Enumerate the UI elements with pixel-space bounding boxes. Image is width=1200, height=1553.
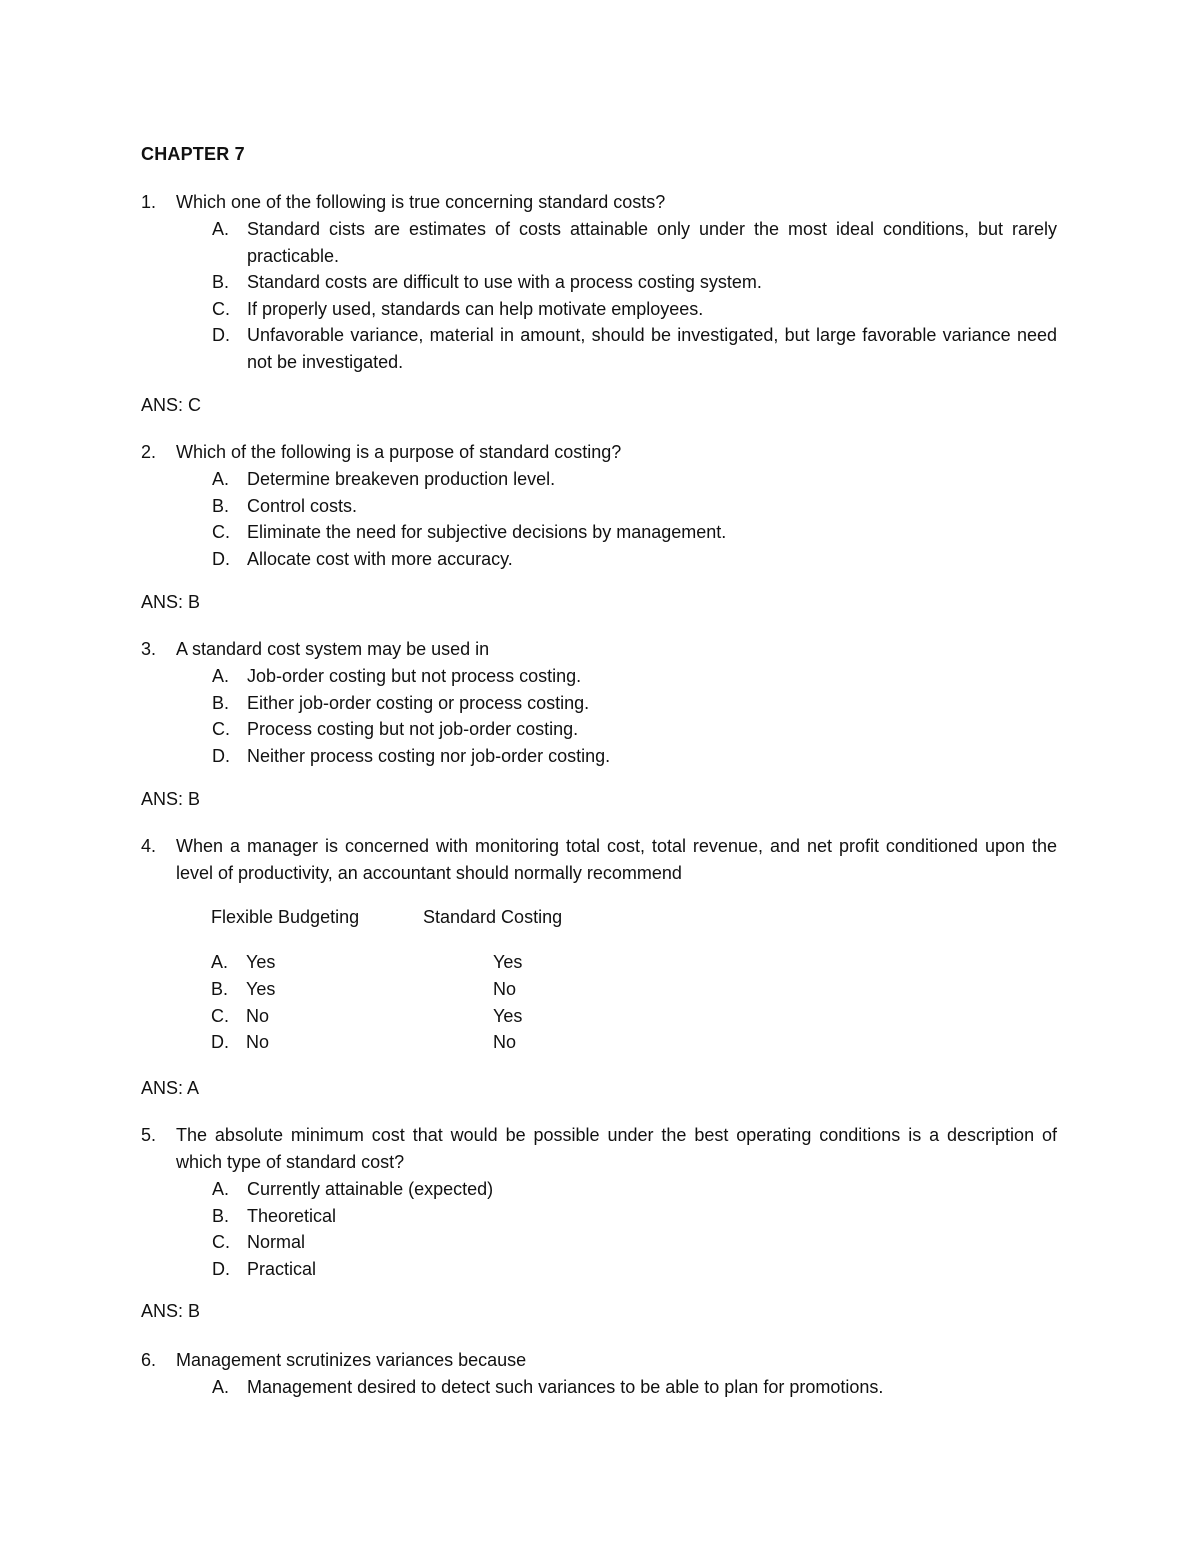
option-d bbox=[212, 322, 1057, 375]
option-a bbox=[212, 1176, 1057, 1203]
option-letter: A. bbox=[212, 1377, 230, 1397]
option-a bbox=[212, 466, 1057, 493]
option-letter: C. bbox=[212, 522, 230, 542]
option-list bbox=[212, 466, 1057, 572]
question-1 bbox=[141, 189, 1057, 375]
column-header-flexible-budgeting: Flexible Budgeting bbox=[211, 907, 360, 927]
option-d bbox=[212, 1256, 1057, 1283]
option-letter: C. bbox=[212, 719, 230, 739]
cell-flexible-budgeting: No bbox=[246, 1032, 270, 1052]
option-text: Management desired to detect such variances to be able to plan for promotions. bbox=[247, 1377, 884, 1397]
option-text: Process costing but not job-order costing. bbox=[247, 719, 579, 739]
option-letter: B. bbox=[212, 1205, 230, 1226]
option-c bbox=[212, 716, 1057, 743]
option-list bbox=[212, 1176, 1057, 1282]
answer-3: ANS: B bbox=[141, 789, 201, 809]
cell-standard-costing: No bbox=[493, 1032, 517, 1052]
option-text: Currently attainable (expected) bbox=[247, 1179, 494, 1199]
table-row bbox=[211, 1006, 811, 1033]
option-letter: A. bbox=[212, 1179, 230, 1199]
cell-standard-costing: Yes bbox=[493, 1006, 523, 1026]
option-b bbox=[212, 690, 1057, 717]
option-letter: C. bbox=[212, 298, 230, 319]
option-a bbox=[212, 663, 1057, 690]
question-5 bbox=[141, 1122, 1057, 1282]
answer-4: ANS: A bbox=[141, 1078, 200, 1098]
option-letter: B. bbox=[211, 979, 229, 999]
option-text: Practical bbox=[247, 1258, 317, 1279]
question-text: Which one of the following is true concerning standard costs? bbox=[176, 192, 666, 212]
question-number: 3. bbox=[141, 639, 157, 659]
option-text: Theoretical bbox=[247, 1205, 337, 1226]
option-letter: C. bbox=[212, 1232, 230, 1252]
option-b bbox=[212, 493, 1057, 520]
question-2 bbox=[141, 439, 1057, 572]
option-letter: B. bbox=[212, 692, 230, 713]
option-text: Neither process costing nor job-order costing. bbox=[247, 745, 611, 766]
option-text: Determine breakeven production level. bbox=[247, 469, 556, 489]
option-text: Control costs. bbox=[247, 495, 358, 516]
option-text: Unfavorable variance, material in amount, should be investigated, but large favorable variance need not be investigated. bbox=[247, 325, 1057, 372]
option-text: Standard cists are estimates of costs attainable only under the most ideal conditions, but rarely practicable. bbox=[247, 219, 1057, 266]
option-text: Either job-order costing or process costing. bbox=[247, 692, 590, 713]
question-text: When a manager is concerned with monitoring total cost, total revenue, and net profit conditioned upon the level of productivity, an accountant should normally recommend bbox=[176, 836, 1057, 883]
option-text: Allocate cost with more accuracy. bbox=[247, 548, 513, 569]
chapter-title: CHAPTER 7 bbox=[141, 144, 245, 164]
question-number: 5. bbox=[141, 1125, 157, 1145]
option-letter: A. bbox=[212, 219, 230, 239]
question-number: 2. bbox=[141, 442, 157, 462]
option-letter: C. bbox=[211, 1006, 229, 1026]
table-row bbox=[211, 1032, 811, 1059]
option-letter: D. bbox=[212, 1258, 230, 1279]
option-d bbox=[212, 546, 1057, 573]
option-list bbox=[212, 1374, 1057, 1401]
question-6 bbox=[141, 1347, 1057, 1401]
option-list bbox=[212, 216, 1057, 375]
option-a bbox=[212, 1374, 1057, 1401]
option-c bbox=[212, 1229, 1057, 1256]
option-letter: D. bbox=[212, 745, 230, 766]
question-number: 6. bbox=[141, 1350, 157, 1370]
table-row bbox=[211, 952, 811, 979]
cell-flexible-budgeting: Yes bbox=[246, 979, 276, 999]
question-text: The absolute minimum cost that would be possible under the best operating conditions is a description of which type of standard cost? bbox=[176, 1125, 1057, 1172]
option-letter: D. bbox=[212, 548, 230, 569]
question-text: Which of the following is a purpose of standard costing? bbox=[176, 442, 622, 462]
cell-standard-costing: Yes bbox=[493, 952, 523, 972]
question-number: 1. bbox=[141, 192, 157, 212]
option-letter: B. bbox=[212, 272, 230, 292]
option-text: Normal bbox=[247, 1232, 306, 1252]
column-header-standard-costing: Standard Costing bbox=[423, 907, 563, 927]
question-4 bbox=[141, 833, 1057, 887]
question-text: Management scrutinizes variances because bbox=[176, 1350, 527, 1370]
question-text: A standard cost system may be used in bbox=[176, 639, 490, 659]
option-text: Job-order costing but not process costing. bbox=[247, 666, 582, 686]
option-text: Standard costs are difficult to use with a process costing system. bbox=[247, 272, 762, 292]
option-text: Eliminate the need for subjective decisions by management. bbox=[247, 522, 727, 542]
question-3 bbox=[141, 636, 1057, 769]
answer-5: ANS: B bbox=[141, 1301, 201, 1321]
option-b bbox=[212, 269, 1057, 296]
question-number: 4. bbox=[141, 836, 157, 856]
option-letter: D. bbox=[212, 325, 230, 345]
option-c bbox=[212, 296, 1057, 323]
answer-2: ANS: B bbox=[141, 592, 201, 612]
option-letter: B. bbox=[212, 495, 230, 516]
option-d bbox=[212, 743, 1057, 770]
answer-table-header bbox=[211, 907, 811, 935]
option-a bbox=[212, 216, 1057, 269]
option-text: If properly used, standards can help motivate employees. bbox=[247, 298, 704, 319]
option-b bbox=[212, 1203, 1057, 1230]
option-letter: D. bbox=[211, 1032, 229, 1052]
option-letter: A. bbox=[212, 469, 230, 489]
answer-1: ANS: C bbox=[141, 395, 202, 415]
option-letter: A. bbox=[212, 666, 230, 686]
option-letter: A. bbox=[211, 952, 229, 972]
option-list bbox=[212, 663, 1057, 769]
cell-flexible-budgeting: No bbox=[246, 1006, 270, 1026]
table-row bbox=[211, 979, 811, 1006]
cell-standard-costing: No bbox=[493, 979, 517, 999]
option-c bbox=[212, 519, 1057, 546]
cell-flexible-budgeting: Yes bbox=[246, 952, 276, 972]
